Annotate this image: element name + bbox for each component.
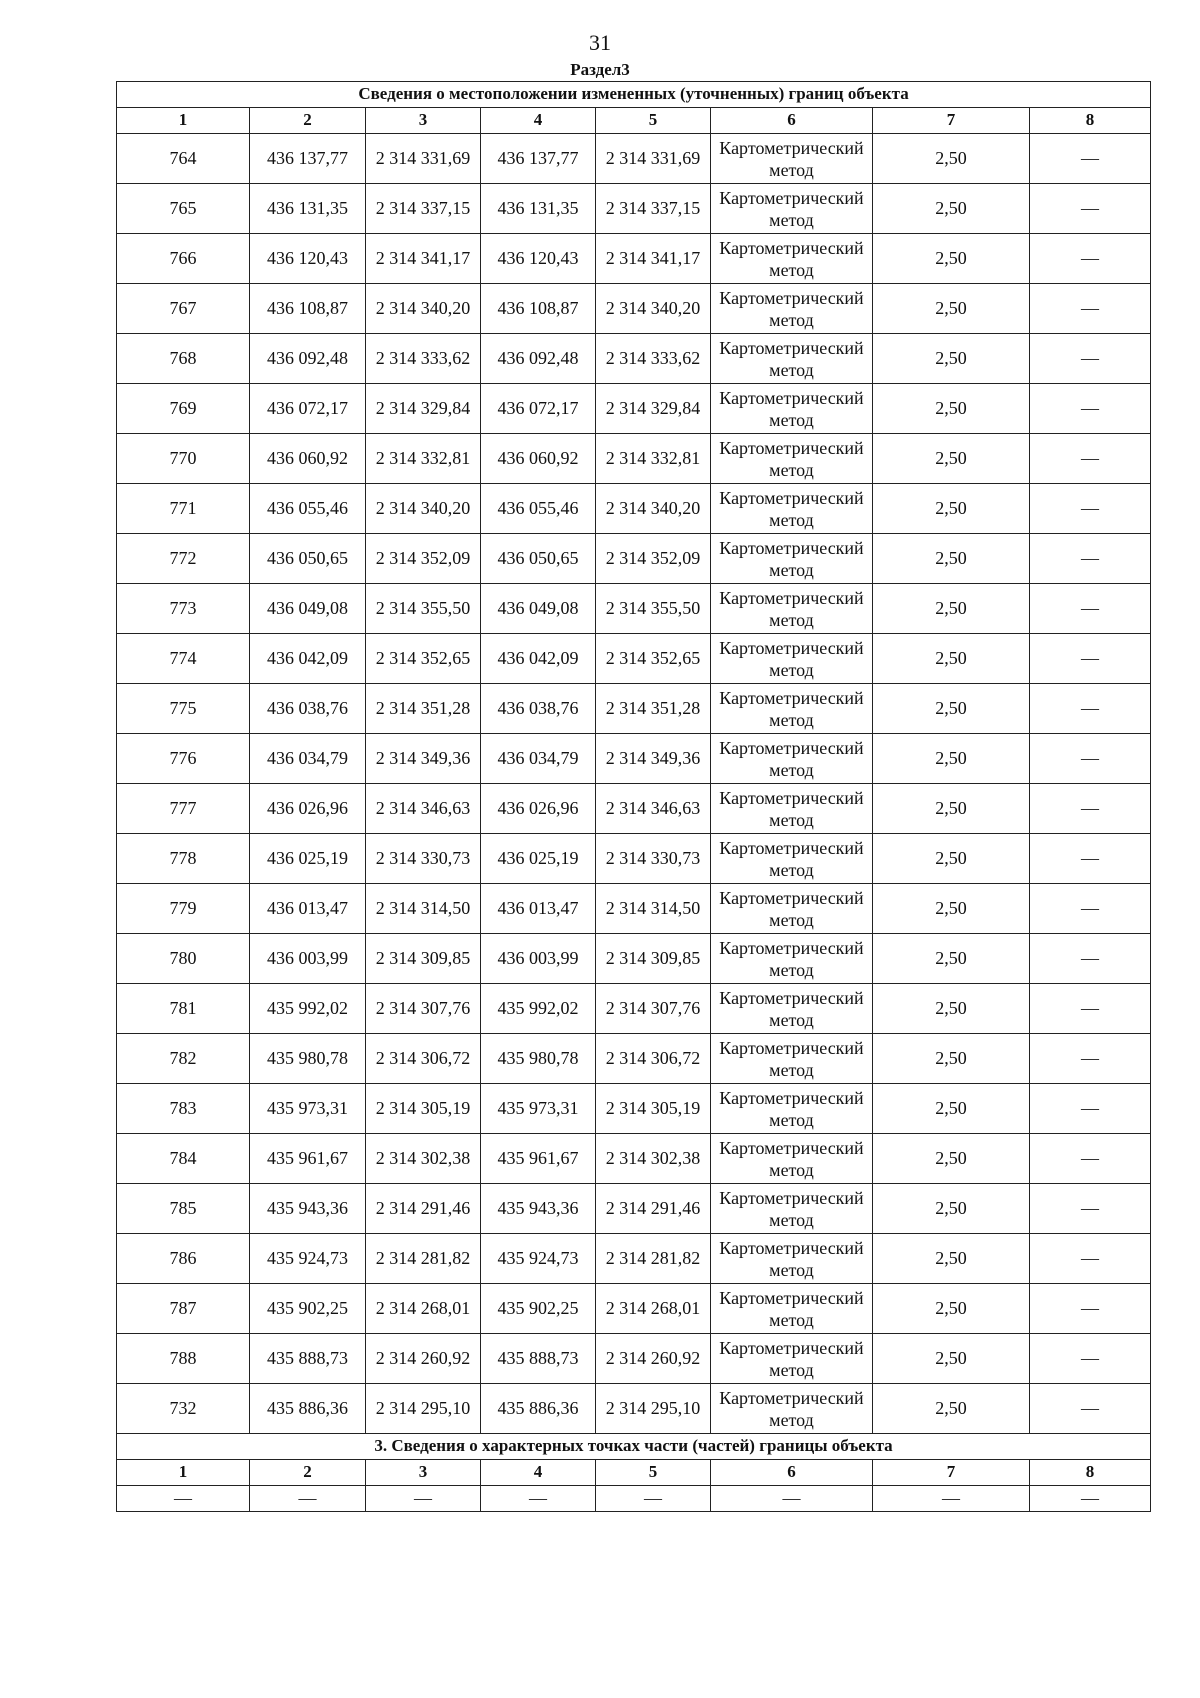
table-row [117,1334,1151,1384]
table-cell: 2 314 349,36 [596,734,711,784]
column-header: 2 [250,108,366,134]
table-cell: 2 314 329,84 [596,384,711,434]
table-cell: 2,50 [873,784,1030,834]
table-cell: 764 [117,134,250,184]
column-header: 7 [873,1460,1030,1486]
table-cell: 435 888,73 [250,1334,366,1384]
table-cell: 2 314 260,92 [596,1334,711,1384]
table-cell: 436 060,92 [250,434,366,484]
table-row [117,1384,1151,1434]
table-cell: 436 025,19 [250,834,366,884]
table-row [117,1284,1151,1334]
table-cell: 436 049,08 [481,584,596,634]
table-cell: 2,50 [873,584,1030,634]
table-cell: 2 314 340,20 [366,484,481,534]
table-cell: 2 314 307,76 [596,984,711,1034]
table-row [117,584,1151,634]
table-cell: — [366,1486,481,1512]
table-cell: 2,50 [873,284,1030,334]
table-cell: 782 [117,1034,250,1084]
parts-title-row [117,1434,1151,1460]
table-cell: 435 980,78 [481,1034,596,1084]
table-cell: 2 314 291,46 [596,1184,711,1234]
table-cell: 436 013,47 [250,884,366,934]
table-cell: 778 [117,834,250,884]
table-cell: 2,50 [873,934,1030,984]
table-cell: 732 [117,1384,250,1434]
table-cell: 781 [117,984,250,1034]
table-cell: 2 314 306,72 [366,1034,481,1084]
column-header: 3 [366,1460,481,1486]
table-cell: 436 120,43 [250,234,366,284]
table-cell: 436 055,46 [250,484,366,534]
table-row [117,1134,1151,1184]
table-cell: 2,50 [873,184,1030,234]
table-cell: 768 [117,334,250,384]
method-cell: Картометрический метод [711,1334,873,1384]
table-cell: 436 055,46 [481,484,596,534]
table-cell: — [1030,534,1151,584]
table-cell: — [1030,334,1151,384]
table-row [117,784,1151,834]
table-cell: 2,50 [873,1384,1030,1434]
method-cell: Картометрический метод [711,534,873,584]
table-cell: 2 314 302,38 [366,1134,481,1184]
table-cell: 436 042,09 [481,634,596,684]
table-cell: 2,50 [873,984,1030,1034]
table-cell: 2 314 268,01 [596,1284,711,1334]
table-cell: 435 961,67 [481,1134,596,1184]
method-cell: Картометрический метод [711,1184,873,1234]
table-cell: 786 [117,1234,250,1284]
table-cell: 436 003,99 [481,934,596,984]
table-cell: 436 092,48 [481,334,596,384]
column-header: 1 [117,1460,250,1486]
table-row [117,984,1151,1034]
table-cell: 2 314 352,09 [366,534,481,584]
table-cell: 2 314 331,69 [596,134,711,184]
table-cell: 2 314 352,09 [596,534,711,584]
table-cell: 776 [117,734,250,784]
table-row [117,884,1151,934]
table-cell: 2 314 341,17 [596,234,711,284]
method-cell: Картометрический метод [711,134,873,184]
table-cell: 2 314 346,63 [366,784,481,834]
table-cell: — [1030,934,1151,984]
table-row [117,934,1151,984]
table-cell: 770 [117,434,250,484]
table-cell: 2 314 329,84 [366,384,481,434]
column-header: 3 [366,108,481,134]
method-cell: Картометрический метод [711,684,873,734]
table-cell: — [481,1486,596,1512]
table-title: Сведения о местоположении измененных (уточненных) границ объекта [117,82,1151,108]
table-cell: 2 314 314,50 [596,884,711,934]
table-cell: 436 108,87 [481,284,596,334]
table-cell: 2,50 [873,634,1030,684]
table-row [117,1184,1151,1234]
method-cell: Картометрический метод [711,434,873,484]
table-cell: — [1030,684,1151,734]
method-cell: Картометрический метод [711,584,873,634]
table-cell: 2 314 302,38 [596,1134,711,1184]
method-cell: Картометрический метод [711,334,873,384]
column-header: 6 [711,1460,873,1486]
column-header: 7 [873,108,1030,134]
table-cell: 780 [117,934,250,984]
table-row [117,134,1151,184]
table-cell: 435 973,31 [481,1084,596,1134]
table-cell: — [1030,1184,1151,1234]
table-cell: 435 980,78 [250,1034,366,1084]
table-cell: 2 314 330,73 [366,834,481,884]
table-cell: 436 120,43 [481,234,596,284]
table-cell: — [1030,1134,1151,1184]
table-cell: 2 314 306,72 [596,1034,711,1084]
table-cell: 2,50 [873,834,1030,884]
table-cell: 436 034,79 [481,734,596,784]
section-title: Раздел3 [570,60,630,79]
parts-section-title: 3. Сведения о характерных точках части (частей) границы объекта [117,1434,1151,1460]
table-cell: — [1030,434,1151,484]
method-cell: Картометрический метод [711,1084,873,1134]
method-cell: Картометрический метод [711,734,873,784]
parts-column-header-row [117,1460,1151,1486]
column-header: 5 [596,1460,711,1486]
table-cell: 435 902,25 [250,1284,366,1334]
table-cell: 2 314 351,28 [596,684,711,734]
table-cell: — [1030,384,1151,434]
table-cell: 765 [117,184,250,234]
table-cell: 436 013,47 [481,884,596,934]
table-cell: 2 314 349,36 [366,734,481,784]
table-cell: 2 314 295,10 [596,1384,711,1434]
table-cell: 435 943,36 [250,1184,366,1234]
table-row [117,484,1151,534]
table-cell: 2 314 331,69 [366,134,481,184]
column-header: 5 [596,108,711,134]
table-cell: 435 924,73 [481,1234,596,1284]
method-cell: Картометрический метод [711,234,873,284]
table-cell: 773 [117,584,250,634]
method-cell: Картометрический метод [711,1034,873,1084]
table-cell: 2 314 341,17 [366,234,481,284]
table-cell: — [1030,1334,1151,1384]
table-cell: 436 092,48 [250,334,366,384]
parts-table-row [117,1486,1151,1512]
table-cell: 436 108,87 [250,284,366,334]
table-cell: 2 314 340,20 [596,284,711,334]
table-cell: 2 314 352,65 [366,634,481,684]
method-cell: Картометрический метод [711,1284,873,1334]
table-cell: 2 314 352,65 [596,634,711,684]
table-cell: 436 050,65 [250,534,366,584]
table-cell: — [1030,734,1151,784]
table-cell: 771 [117,484,250,534]
table-cell: 2 314 305,19 [366,1084,481,1134]
column-header: 4 [481,108,596,134]
table-row [117,534,1151,584]
table-row [117,434,1151,484]
table-cell: 435 924,73 [250,1234,366,1284]
table-cell: 435 943,36 [481,1184,596,1234]
table-cell: 2 314 333,62 [596,334,711,384]
method-cell: Картометрический метод [711,1384,873,1434]
table-cell: 787 [117,1284,250,1334]
table-cell: 774 [117,634,250,684]
table-cell: 2 314 355,50 [366,584,481,634]
table-cell: 436 050,65 [481,534,596,584]
table-cell: 2 314 260,92 [366,1334,481,1384]
table-cell: 2 314 333,62 [366,334,481,384]
table-cell: — [1030,984,1151,1034]
table-cell: 2 314 307,76 [366,984,481,1034]
table-cell: 2,50 [873,684,1030,734]
table-cell: 2 314 309,85 [366,934,481,984]
method-cell: Картометрический метод [711,1234,873,1284]
table-cell: 2 314 330,73 [596,834,711,884]
table-cell: 2 314 355,50 [596,584,711,634]
table-cell: 2 314 281,82 [366,1234,481,1284]
table-row [117,334,1151,384]
column-header-row [117,108,1151,134]
table-cell: 2 314 314,50 [366,884,481,934]
table-cell: 766 [117,234,250,284]
table-cell: 435 902,25 [481,1284,596,1334]
table-cell: 2,50 [873,1084,1030,1134]
table-cell: — [1030,634,1151,684]
table-cell: — [1030,234,1151,284]
table-cell: 436 072,17 [481,384,596,434]
table-cell: 435 888,73 [481,1334,596,1384]
table-cell: — [250,1486,366,1512]
table-cell: — [1030,784,1151,834]
method-cell: Картометрический метод [711,484,873,534]
column-header: 8 [1030,1460,1151,1486]
table-cell: 435 886,36 [250,1384,366,1434]
table-cell: 436 137,77 [481,134,596,184]
table-cell: 436 034,79 [250,734,366,784]
table-cell: 436 003,99 [250,934,366,984]
page-number: 31 [589,30,611,55]
table-cell: 2 314 340,20 [366,284,481,334]
table-cell: 788 [117,1334,250,1384]
table-cell: 2 314 309,85 [596,934,711,984]
table-cell: 436 131,35 [250,184,366,234]
table-cell: 436 042,09 [250,634,366,684]
table-cell: — [596,1486,711,1512]
table-cell: 2,50 [873,1234,1030,1284]
table-cell: 2,50 [873,1334,1030,1384]
table-cell: 436 038,76 [250,684,366,734]
table-cell: — [1030,134,1151,184]
table-cell: 2,50 [873,1034,1030,1084]
table-cell: 767 [117,284,250,334]
table-cell: — [1030,184,1151,234]
table-cell: 436 072,17 [250,384,366,434]
table-cell: 769 [117,384,250,434]
table-cell: 784 [117,1134,250,1184]
table-cell: — [117,1486,250,1512]
table-cell: 2,50 [873,534,1030,584]
table-row [117,684,1151,734]
table-cell: — [1030,1284,1151,1334]
table-cell: 2,50 [873,234,1030,284]
table-cell: 2 314 295,10 [366,1384,481,1434]
table-cell: — [1030,1234,1151,1284]
table-cell: 435 992,02 [481,984,596,1034]
table-cell: 2 314 332,81 [366,434,481,484]
table-cell: 2 314 305,19 [596,1084,711,1134]
table-cell: — [1030,834,1151,884]
method-cell: Картометрический метод [711,834,873,884]
method-cell: Картометрический метод [711,984,873,1034]
table-title-row [117,82,1151,108]
table-cell: 785 [117,1184,250,1234]
method-cell: Картометрический метод [711,884,873,934]
method-cell: Картометрический метод [711,1134,873,1184]
table-cell: — [1030,484,1151,534]
table-row [117,284,1151,334]
table-cell: — [711,1486,873,1512]
table-cell: 436 026,96 [250,784,366,834]
table-cell: 2 314 281,82 [596,1234,711,1284]
table-cell: — [1030,584,1151,634]
table-cell: 2,50 [873,734,1030,784]
table-cell: — [1030,1084,1151,1134]
table-cell: 2 314 332,81 [596,434,711,484]
table-cell: 775 [117,684,250,734]
table-cell: 2,50 [873,384,1030,434]
table-cell: 2,50 [873,1134,1030,1184]
table-cell: 436 131,35 [481,184,596,234]
table-cell: 772 [117,534,250,584]
boundary-table [116,81,1151,1512]
table-cell: 2,50 [873,484,1030,534]
table-cell: 2 314 337,15 [366,184,481,234]
table-cell: 779 [117,884,250,934]
table-cell: — [1030,884,1151,934]
column-header: 4 [481,1460,596,1486]
table-row [117,1234,1151,1284]
table-row [117,184,1151,234]
table-row [117,384,1151,434]
table-cell: 436 025,19 [481,834,596,884]
column-header: 6 [711,108,873,134]
column-header: 8 [1030,108,1151,134]
table-cell: 2,50 [873,884,1030,934]
table-cell: 436 060,92 [481,434,596,484]
table-cell: 2,50 [873,334,1030,384]
table-cell: 2 314 337,15 [596,184,711,234]
method-cell: Картометрический метод [711,184,873,234]
table-cell: 436 049,08 [250,584,366,634]
table-cell: 2,50 [873,1284,1030,1334]
method-cell: Картометрический метод [711,284,873,334]
table-row [117,1034,1151,1084]
table-row [117,734,1151,784]
table-cell: 2,50 [873,434,1030,484]
table-cell: 436 026,96 [481,784,596,834]
table-cell: 435 973,31 [250,1084,366,1134]
method-cell: Картометрический метод [711,934,873,984]
table-row [117,634,1151,684]
method-cell: Картометрический метод [711,784,873,834]
table-cell: 2 314 268,01 [366,1284,481,1334]
table-row [117,1084,1151,1134]
table-cell: — [1030,1034,1151,1084]
table-cell: 436 038,76 [481,684,596,734]
column-header: 1 [117,108,250,134]
table-cell: 2 314 346,63 [596,784,711,834]
table-row [117,834,1151,884]
table-cell: 435 961,67 [250,1134,366,1184]
column-header: 2 [250,1460,366,1486]
table-cell: 2,50 [873,134,1030,184]
method-cell: Картометрический метод [711,634,873,684]
table-cell: 2 314 351,28 [366,684,481,734]
table-cell: — [1030,1486,1151,1512]
table-cell: — [1030,1384,1151,1434]
table-cell: 2,50 [873,1184,1030,1234]
table-row [117,234,1151,284]
table-cell: 435 886,36 [481,1384,596,1434]
table-cell: 2 314 291,46 [366,1184,481,1234]
table-cell: 436 137,77 [250,134,366,184]
method-cell: Картометрический метод [711,384,873,434]
table-cell: 435 992,02 [250,984,366,1034]
table-cell: — [1030,284,1151,334]
table-cell: 777 [117,784,250,834]
table-cell: 2 314 340,20 [596,484,711,534]
table-cell: 783 [117,1084,250,1134]
table-cell: — [873,1486,1030,1512]
